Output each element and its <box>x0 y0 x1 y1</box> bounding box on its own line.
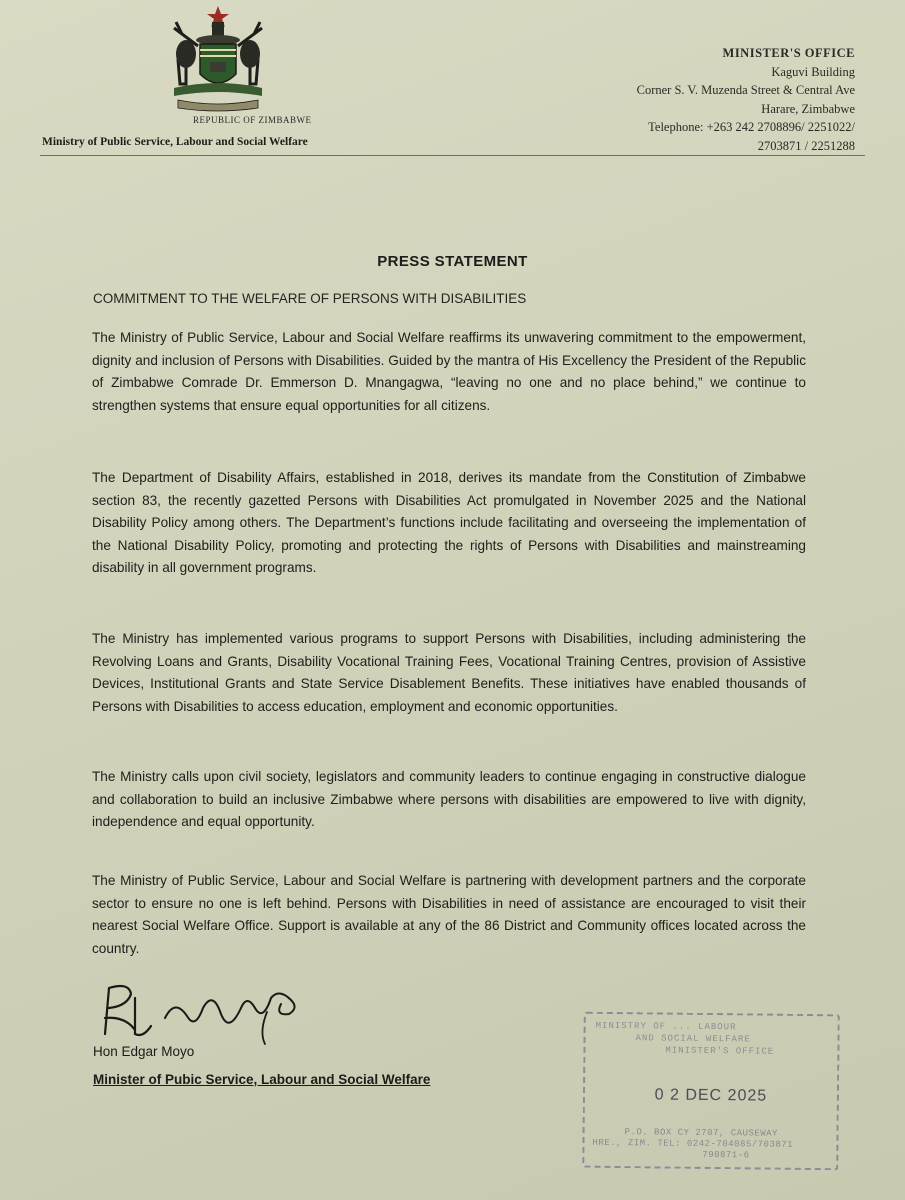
letterhead-divider <box>40 155 865 156</box>
signatory-name: Hon Edgar Moyo <box>93 1044 195 1059</box>
statement-paragraph: The Department of Disability Affairs, established in 2018, derives its mandate from the Constitution of Zimbabwe section 83, the recently gazetted Persons with Disabilities Act promulgated in November 2025 and the National Disability Policy among others. The Department’s functions include facilitating and overseeing the implementation of the National Disability Policy, promoting and protecting the rights of Persons with Disabilities and mainstreaming disability in all government programs. <box>92 470 806 575</box>
signatory-title: Minister of Pubic Service, Labour and Social Welfare <box>93 1072 431 1087</box>
stamp-date: 0 2 DEC 2025 <box>654 1086 768 1105</box>
statement-subheading: COMMITMENT TO THE WELFARE OF PERSONS WITH DISABILITIES <box>93 291 527 306</box>
stamp-line: 790871-6 <box>702 1149 750 1161</box>
statement-paragraph: The Ministry of Public Service, Labour and Social Welfare is partnering with development partners and the corporate sector to ensure no one is left behind. Persons with Disabilities in need of assistance are encouraged to visit their nearest Social Welfare Office. Support is available at any of the 86 District and Community offices located across the country. <box>92 873 806 956</box>
statement-paragraph: The Ministry calls upon civil society, legislators and community leaders to continue engaging in constructive dialogue and collaboration to build an inclusive Zimbabwe where persons with disabilities are empowered to live with dignity, independence and equal opportunity. <box>92 769 806 829</box>
republic-name: REPUBLIC OF ZIMBABWE <box>193 115 312 125</box>
address-line: Corner S. V. Muzenda Street & Central Ave <box>636 83 855 97</box>
stamp-line: HRE., ZIM. TEL: 0242-704085/703871 <box>592 1137 794 1150</box>
telephone-line: 2703871 / 2251288 <box>757 138 855 153</box>
stamp-line: P.O. BOX CY 2707, CAUSEWAY <box>624 1127 779 1139</box>
stamp-footer <box>592 1127 793 1162</box>
address-line: Kaguvi Building <box>771 64 855 79</box>
statement-paragraph: The Ministry of Public Service, Labour and Social Welfare reaffirms its unwavering commitment to the empowerment, dignity and inclusion of Persons with Disabilities. Guided by the mantra of His Excellency the President of the Republic of Zimbabwe Comrade Dr. Emmerson D. Mnangagwa, “leaving no one and no place behind,” we continue to strengthen systems that ensure equal opportunities for all citizens. <box>92 330 806 413</box>
handwritten-signature <box>95 978 315 1048</box>
address-line: Harare, Zimbabwe <box>761 101 855 116</box>
stamp-line: AND SOCIAL WELFARE <box>635 1033 751 1045</box>
ministry-name: Ministry of Public Service, Labour and Social Welfare <box>42 136 308 148</box>
office-title: MINISTER'S OFFICE <box>722 46 855 60</box>
statement-paragraph: The Ministry has implemented various programs to support Persons with Disabilities, including administering the Revolving Loans and Grants, Disability Vocational Training Fees, Vocational Training Centres, provision of Assistive Devices, Institutional Grants and State Service Disablement Benefits. These initiatives have enabled thousands of Persons with Disabilities to access education, employment and economic opportunities. <box>92 631 806 714</box>
stamp-line: MINISTRY OF ... LABOUR <box>595 1020 737 1033</box>
telephone-line: Telephone: +263 242 2708896/ 2251022/ <box>648 120 855 134</box>
statement-heading: PRESS STATEMENT <box>377 253 528 270</box>
office-address-block <box>535 44 855 155</box>
coat-of-arms-emblem <box>160 4 295 116</box>
date-stamp <box>582 1012 840 1171</box>
stamp-line: MINISTER'S OFFICE <box>665 1045 775 1057</box>
stamp-header <box>595 1020 774 1058</box>
letterhead <box>0 0 905 165</box>
